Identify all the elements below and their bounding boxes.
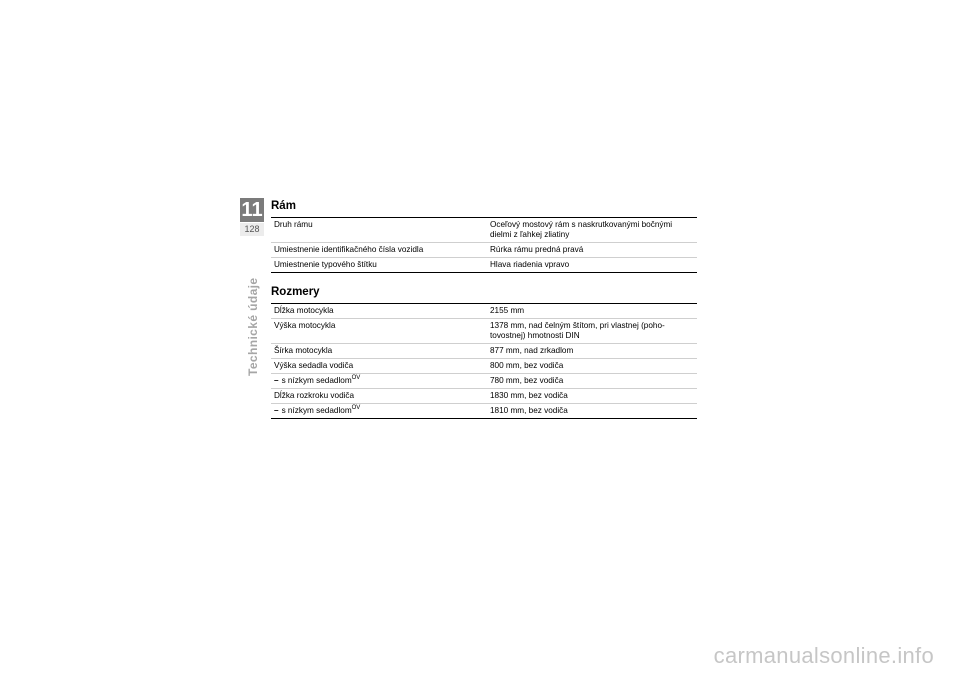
- row-label: Výška motocykla: [271, 319, 487, 344]
- table-row: [271, 258, 697, 273]
- row-label-sub: [271, 374, 487, 389]
- side-chapter-title: Technické údaje: [246, 277, 260, 376]
- table-row: [271, 243, 697, 258]
- row-label-text: s nízkym sedadlom: [281, 376, 352, 385]
- row-value: 780 mm, bez vodiča: [487, 374, 697, 389]
- row-value: 1378 mm, nad čelným štítom, pri vlastnej (poho-tovostnej) hmotnosti DIN: [487, 319, 697, 344]
- row-value: Hlava riadenia vpravo: [487, 258, 697, 273]
- table-row: [271, 218, 697, 243]
- spec-table-frame: [271, 217, 697, 273]
- row-label: Dĺžka motocykla: [271, 304, 487, 319]
- row-value: 800 mm, bez vodiča: [487, 359, 697, 374]
- section-title-dimensions: Rozmery: [271, 286, 320, 298]
- row-label-sub: [271, 404, 487, 419]
- table-row: [271, 389, 697, 404]
- section-frame: [271, 199, 697, 273]
- row-value: 1830 mm, bez vodiča: [487, 389, 697, 404]
- row-label: Umiestnenie identifikačného čísla vozidla: [271, 243, 487, 258]
- table-row: [271, 404, 697, 419]
- chapter-badge: [240, 198, 264, 236]
- row-label: Druh rámu: [271, 218, 487, 243]
- chapter-number: 11: [241, 199, 263, 221]
- table-row: [271, 374, 697, 389]
- row-value: Rúrka rámu predná pravá: [487, 243, 697, 258]
- row-label-text: s nízkym sedadlom: [281, 406, 352, 415]
- dash-marker: –: [274, 406, 279, 415]
- row-label: Umiestnenie typového štítku: [271, 258, 487, 273]
- content-area: [271, 199, 697, 419]
- option-superscript: OV: [351, 405, 361, 411]
- watermark-text: carmanualsonline.info: [713, 643, 934, 668]
- section-dimensions: [271, 285, 697, 419]
- option-superscript: OV: [351, 375, 361, 381]
- page-number: 128: [240, 222, 264, 236]
- row-label: Výška sedadla vodiča: [271, 359, 487, 374]
- row-value: 877 mm, nad zrkadlom: [487, 344, 697, 359]
- spec-table-dimensions: [271, 303, 697, 419]
- table-row: [271, 304, 697, 319]
- row-value: 1810 mm, bez vodiča: [487, 404, 697, 419]
- table-row: [271, 319, 697, 344]
- table-row: [271, 344, 697, 359]
- row-value: 2155 mm: [487, 304, 697, 319]
- row-value: Oceľový mostový rám s naskrutkovanými bočnými dielmi z ľahkej zliatiny: [487, 218, 697, 243]
- row-label: Dĺžka rozkroku vodiča: [271, 389, 487, 404]
- table-row: [271, 359, 697, 374]
- section-title-frame: Rám: [271, 200, 296, 212]
- dash-marker: –: [274, 376, 279, 385]
- row-label: Šírka motocykla: [271, 344, 487, 359]
